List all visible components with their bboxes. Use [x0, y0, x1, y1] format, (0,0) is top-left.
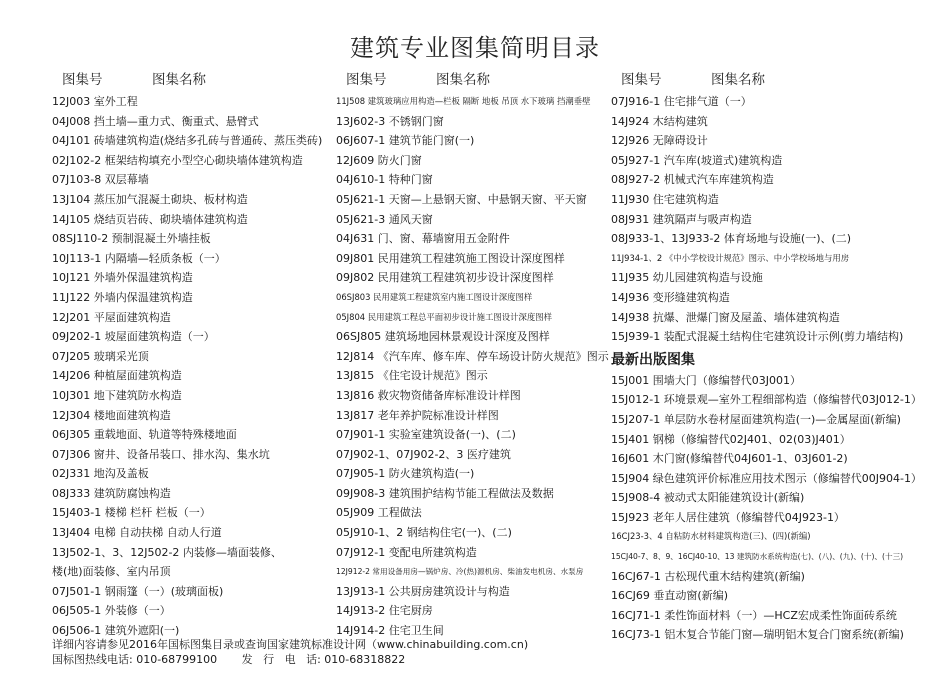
catalog-item: 12J912-2 常用设备用房—锅炉房、冷(热)源机房、柴油发电机房、水泵房	[336, 567, 584, 577]
catalog-item: 14J936 变形缝建筑构造	[611, 290, 730, 304]
catalog-item: 05J910-1、2 钢结构住宅(一)、(二)	[336, 526, 512, 540]
catalog-item: 15J403-1 楼梯 栏杆 栏板（一）	[52, 506, 211, 520]
catalog-column-3	[611, 68, 941, 645]
catalog-item: 04J008 挡土墙—重力式、衡重式、悬臂式	[52, 114, 259, 128]
catalog-item: 06SJ805 建筑场地园林景观设计深度及图样	[336, 330, 550, 344]
catalog-item: 08J927-2 机械式汽车库建筑构造	[611, 173, 774, 187]
header-code: 图集号	[62, 72, 103, 88]
catalog-item: 12J304 楼地面建筑构造	[52, 408, 171, 422]
catalog-item: 05J927-1 汽车库(坡道式)建筑构造	[611, 153, 783, 167]
catalog-item: 05J621-1 天窗—上悬钢天窗、中悬钢天窗、平天窗	[336, 192, 587, 206]
catalog-item: 07J916-1 住宅排气道（一）	[611, 95, 752, 108]
catalog-item: 14J206 种植屋面建筑构造	[52, 369, 182, 383]
catalog-item: 13J816 救灾物资储备库标准设计样图	[336, 388, 521, 402]
catalog-item: 08SJ110-2 预制混凝土外墙挂板	[52, 232, 211, 246]
header-code: 图集号	[621, 72, 662, 88]
catalog-item: 13J913-1 公共厨房建筑设计与构造	[336, 584, 510, 598]
catalog-item: 09J801 民用建筑工程建筑施工图设计深度图样	[336, 251, 565, 265]
catalog-item: 02J102-2 框架结构填充小型空心砌块墙体建筑构造	[52, 153, 303, 167]
catalog-item: 15J207-1 单层防水卷材屋面建筑构造(一)—金属屋面(新编)	[611, 412, 901, 426]
catalog-item: 11J508 建筑玻璃应用构造—栏板 隔断 地板 吊顶 水下玻璃 挡潮垂壁	[336, 96, 591, 106]
header-name: 图集名称	[436, 72, 490, 88]
catalog-item: 07J901-1 实验室建筑设备(一)、(二)	[336, 428, 516, 442]
catalog-item: 02J331 地沟及盖板	[52, 467, 149, 481]
catalog-item: 15J908-4 被动式太阳能建筑设计(新编)	[611, 491, 805, 505]
catalog-item: 05J621-3 通风天窗	[336, 212, 433, 226]
catalog-item: 08J933-1、13J933-2 体育场地与设施(一)、(二)	[611, 232, 852, 246]
catalog-item: 13J602-3 不锈钢门窗	[336, 114, 444, 128]
catalog-item: 16CJ73-1 铝木复合节能门窗—瑞明铝木复合门窗系统(新编)	[611, 628, 904, 642]
catalog-item: 16J601 木门窗(修编替代04J601-1、03J601-2)	[611, 452, 848, 466]
catalog-item: 08J931 建筑隔声与吸声构造	[611, 212, 752, 226]
catalog-column-2	[336, 68, 614, 641]
catalog-item: 11J122 外墙内保温建筑构造	[52, 290, 193, 304]
catalog-item: 10J121 外墙外保温建筑构造	[52, 271, 193, 285]
catalog-item: 13J502-1、3、12J502-2 内装修—墙面装修、	[52, 545, 282, 559]
catalog-item: 07J501-1 钢雨篷（一）(玻璃面板)	[52, 584, 224, 598]
header-code: 图集号	[346, 72, 387, 88]
catalog-item: 10J113-1 内隔墙—轻质条板（一）	[52, 251, 226, 265]
catalog-item: 04J101 砖墙建筑构造(烧结多孔砖与普通砖、蒸压类砖)	[52, 134, 323, 148]
catalog-item: 14J924 木结构建筑	[611, 114, 708, 128]
catalog-item: 11J934-1、2 《中小学校设计规范》图示、中小学校场地与用房	[611, 252, 850, 263]
catalog-item: 16CJ23-3、4 自粘防水材料建筑构造(三)、(四)(新编)	[611, 531, 811, 542]
footer	[52, 637, 528, 667]
catalog-item: 14J105 烧结页岩砖、砌块墙体建筑构造	[52, 212, 248, 226]
catalog-item: 15J923 老年人居住建筑（修编替代04J923-1）	[611, 510, 845, 524]
catalog-item: 06J305 重载地面、轨道等特殊楼地面	[52, 428, 237, 442]
catalog-item: 12J201 平屋面建筑构造	[52, 310, 171, 324]
column-header	[52, 68, 340, 88]
catalog-item: 16CJ69 垂直动窗(新编)	[611, 589, 728, 603]
catalog-item: 15J939-1 装配式混凝土结构住宅建筑设计示例(剪力墙结构)	[611, 330, 904, 344]
section-heading-new-publications: 最新出版图集	[611, 351, 695, 368]
catalog-item: 05J804 民用建筑工程总平面初步设计施工图设计深度图样	[336, 311, 553, 322]
catalog-item: 07J103-8 双层幕墙	[52, 173, 149, 187]
catalog-item: 12J926 无障碍设计	[611, 134, 708, 148]
catalog-item: 15J904 绿色建筑评价标准应用技术图示（修编替代00J904-1）	[611, 471, 922, 485]
page-title: 建筑专业图集简明目录	[350, 34, 600, 62]
header-name: 图集名称	[152, 72, 206, 88]
catalog-item: 08J333 建筑防腐蚀构造	[52, 486, 171, 500]
catalog-item: 14J914-2 住宅卫生间	[336, 624, 444, 638]
footer-line-website: 详细内容请参见2016年国标图集目录或查询国家建筑标准设计网（www.chinabuilding.com.cn)	[52, 638, 529, 651]
catalog-item: 07J902-1、07J902-2、3 医疗建筑	[336, 447, 511, 461]
footer-line-phones: 国标图热线电话: 010-68799100 发 行 电 话: 010-68318822	[52, 653, 406, 666]
catalog-item: 06J505-1 外装修（一）	[52, 604, 171, 618]
catalog-item: 15CJ40-7、8、9、16CJ40-10、13 建筑防水系统构造(七)、(八)、(九)、(十)、(十三)	[611, 552, 904, 562]
catalog-item: 06J506-1 建筑外遮阳(一)	[52, 624, 180, 638]
header-name: 图集名称	[711, 72, 765, 88]
catalog-item: 16CJ67-1 古松现代重木结构建筑(新编)	[611, 569, 805, 583]
column-header	[336, 68, 614, 88]
catalog-item: 09J802 民用建筑工程建筑初步设计深度图样	[336, 271, 554, 285]
catalog-item: 楼(地)面装修、室内吊顶	[52, 565, 171, 579]
catalog-item: 09J908-3 建筑围护结构节能工程做法及数据	[336, 486, 554, 500]
catalog-item: 12J609 防火门窗	[336, 153, 422, 167]
catalog-item: 14J913-2 住宅厨房	[336, 604, 433, 618]
catalog-item: 05J909 工程做法	[336, 506, 422, 520]
catalog-item: 13J815 《住宅设计规范》图示	[336, 369, 488, 383]
catalog-item: 06SJ803 民用建筑工程建筑室内施工图设计深度图样	[336, 291, 533, 302]
catalog-item: 06J607-1 建筑节能门窗(一)	[336, 134, 475, 148]
catalog-item: 14J938 抗爆、泄爆门窗及屋盖、墙体建筑构造	[611, 310, 840, 324]
catalog-item: 12J814 《汽车库、修车库、停车场设计防火规范》图示	[336, 349, 609, 363]
catalog-item: 04J610-1 特种门窗	[336, 173, 433, 187]
catalog-column-1	[52, 68, 340, 641]
catalog-item: 11J930 住宅建筑构造	[611, 192, 719, 206]
catalog-item: 07J306 窗井、设备吊装口、排水沟、集水坑	[52, 447, 270, 461]
column-header	[611, 68, 941, 88]
catalog-item: 07J912-1 变配电所建筑构造	[336, 545, 477, 559]
catalog-item: 07J905-1 防火建筑构造(一)	[336, 467, 475, 481]
catalog-item: 16CJ71-1 柔性饰面材料（一）—HCZ宏成柔性饰面砖系统	[611, 608, 897, 622]
catalog-item: 07J205 玻璃采光顶	[52, 349, 149, 363]
catalog-item: 11J935 幼儿园建筑构造与设施	[611, 271, 763, 285]
catalog-item: 13J104 蒸压加气混凝土砌块、板材构造	[52, 192, 248, 206]
catalog-item: 09J202-1 坡屋面建筑构造（一）	[52, 330, 215, 344]
catalog-item: 13J817 老年养护院标准设计样图	[336, 408, 499, 422]
catalog-item: 04J631 门、窗、幕墙窗用五金附件	[336, 232, 510, 246]
catalog-item: 13J404 电梯 自动扶梯 自动人行道	[52, 526, 222, 540]
catalog-item: 15J012-1 环境景观—室外工程细部构造（修编替代03J012-1）	[611, 393, 922, 407]
catalog-item: 15J401 钢梯（修编替代02J401、02(03)J401）	[611, 432, 851, 446]
catalog-item: 15J001 围墙大门（修编替代03J001）	[611, 373, 801, 387]
catalog-item: 12J003 室外工程	[52, 95, 138, 108]
catalog-item: 10J301 地下建筑防水构造	[52, 388, 182, 402]
